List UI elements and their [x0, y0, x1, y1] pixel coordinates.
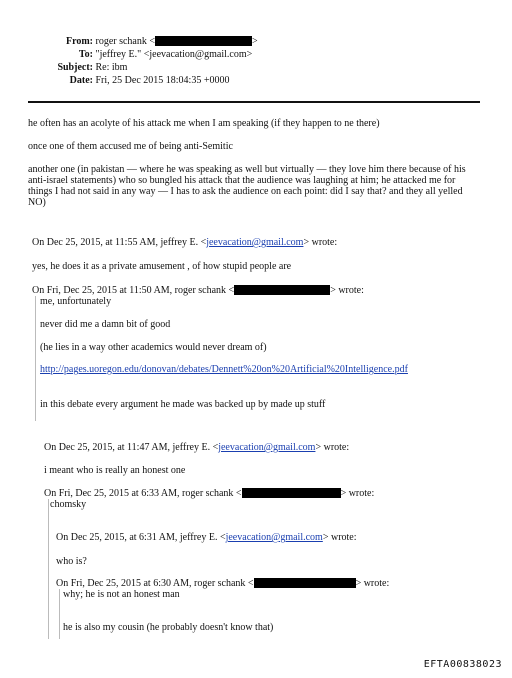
email-link[interactable]: jeevacation@gmail.com: [206, 237, 304, 248]
quote-text: who is?: [56, 556, 87, 567]
header-from: [47, 36, 258, 47]
quote-header: On Fri, Dec 25, 2015 at 6:30 AM, roger schank < > wrote:: [56, 578, 390, 589]
header-to: [47, 49, 252, 60]
redaction-block: [155, 36, 252, 46]
quote-link-line: [40, 364, 408, 375]
redaction-block: [254, 578, 356, 588]
body-paragraph: he often has an acolyte of his attack me when I am speaking (if they happen to ne there): [28, 118, 380, 129]
quote-text: yes, he does it as a private amusement , of how stupid people are: [32, 261, 292, 272]
body-paragraph: once one of them accused me of being anti-Semitic: [28, 141, 233, 152]
debate-pdf-link[interactable]: http://pages.uoregon.edu/donovan/debates/Dennett%20on%20Artificial%20Intelligence.pdf: [40, 364, 408, 375]
from-value: roger schank <: [95, 36, 156, 47]
to-label: To:: [78, 49, 93, 60]
quote-header: On Fri, Dec 25, 2015 at 6:33 AM, roger schank < > wrote:: [44, 488, 375, 499]
quote-text: in this debate every argument he made was backed up by made up stuff: [40, 399, 326, 410]
quote-text: never did me a damn bit of good: [40, 319, 171, 330]
quote-text: he is also my cousin (he probably doesn't know that): [63, 622, 274, 633]
quote-bar: [35, 296, 36, 421]
header-date: [47, 75, 229, 86]
quote-text: me, unfortunately: [40, 296, 112, 307]
body-paragraph: another one (in pakistan — where he was speaking as well but virtually — they love him there because of his anti-israel statements) who so bungled his attack that the audience was laughing at him; he attacked me for things I had not said in any way — I has to ask the audience on each point: did I say that? and they all yelled NO): [28, 164, 466, 208]
quote-header: On Dec 25, 2015, at 6:31 AM, jeffrey E. <jeevacation@gmail.com> wrote:: [56, 532, 357, 543]
quote-header: On Fri, Dec 25, 2015 at 11:50 AM, roger schank < > wrote:: [32, 285, 364, 296]
quote-header: On Dec 25, 2015, at 11:47 AM, jeffrey E. <jeevacation@gmail.com> wrote:: [44, 442, 350, 453]
from-suffix: >: [252, 36, 258, 47]
quote-header: On Dec 25, 2015, at 11:55 AM, jeffrey E. <jeevacation@gmail.com> wrote:: [32, 237, 338, 248]
subject-value: Re: ibm: [95, 62, 128, 73]
quote-text: i meant who is really an honest one: [44, 465, 186, 476]
quote-bar: [59, 589, 60, 639]
header-divider: [28, 101, 480, 103]
redaction-block: [234, 285, 330, 295]
date-value: Fri, 25 Dec 2015 18:04:35 +0000: [95, 75, 230, 86]
from-label: From:: [65, 36, 93, 47]
email-link[interactable]: jeevacation@gmail.com: [218, 442, 316, 453]
quote-bar: [48, 499, 49, 639]
subject-label: Subject:: [57, 62, 93, 73]
email-link[interactable]: jeevacation@gmail.com: [225, 532, 323, 543]
header-subject: [47, 62, 127, 73]
date-label: Date:: [69, 75, 93, 86]
document-id: EFTA00838023: [423, 659, 502, 670]
to-value: "jeffrey E." <jeevacation@gmail.com>: [95, 49, 253, 60]
redaction-block: [242, 488, 341, 498]
quote-text: chomsky: [50, 499, 87, 510]
quote-text: (he lies in a way other academics would never dream of): [40, 342, 267, 353]
quote-text: why; he is not an honest man: [63, 589, 180, 600]
